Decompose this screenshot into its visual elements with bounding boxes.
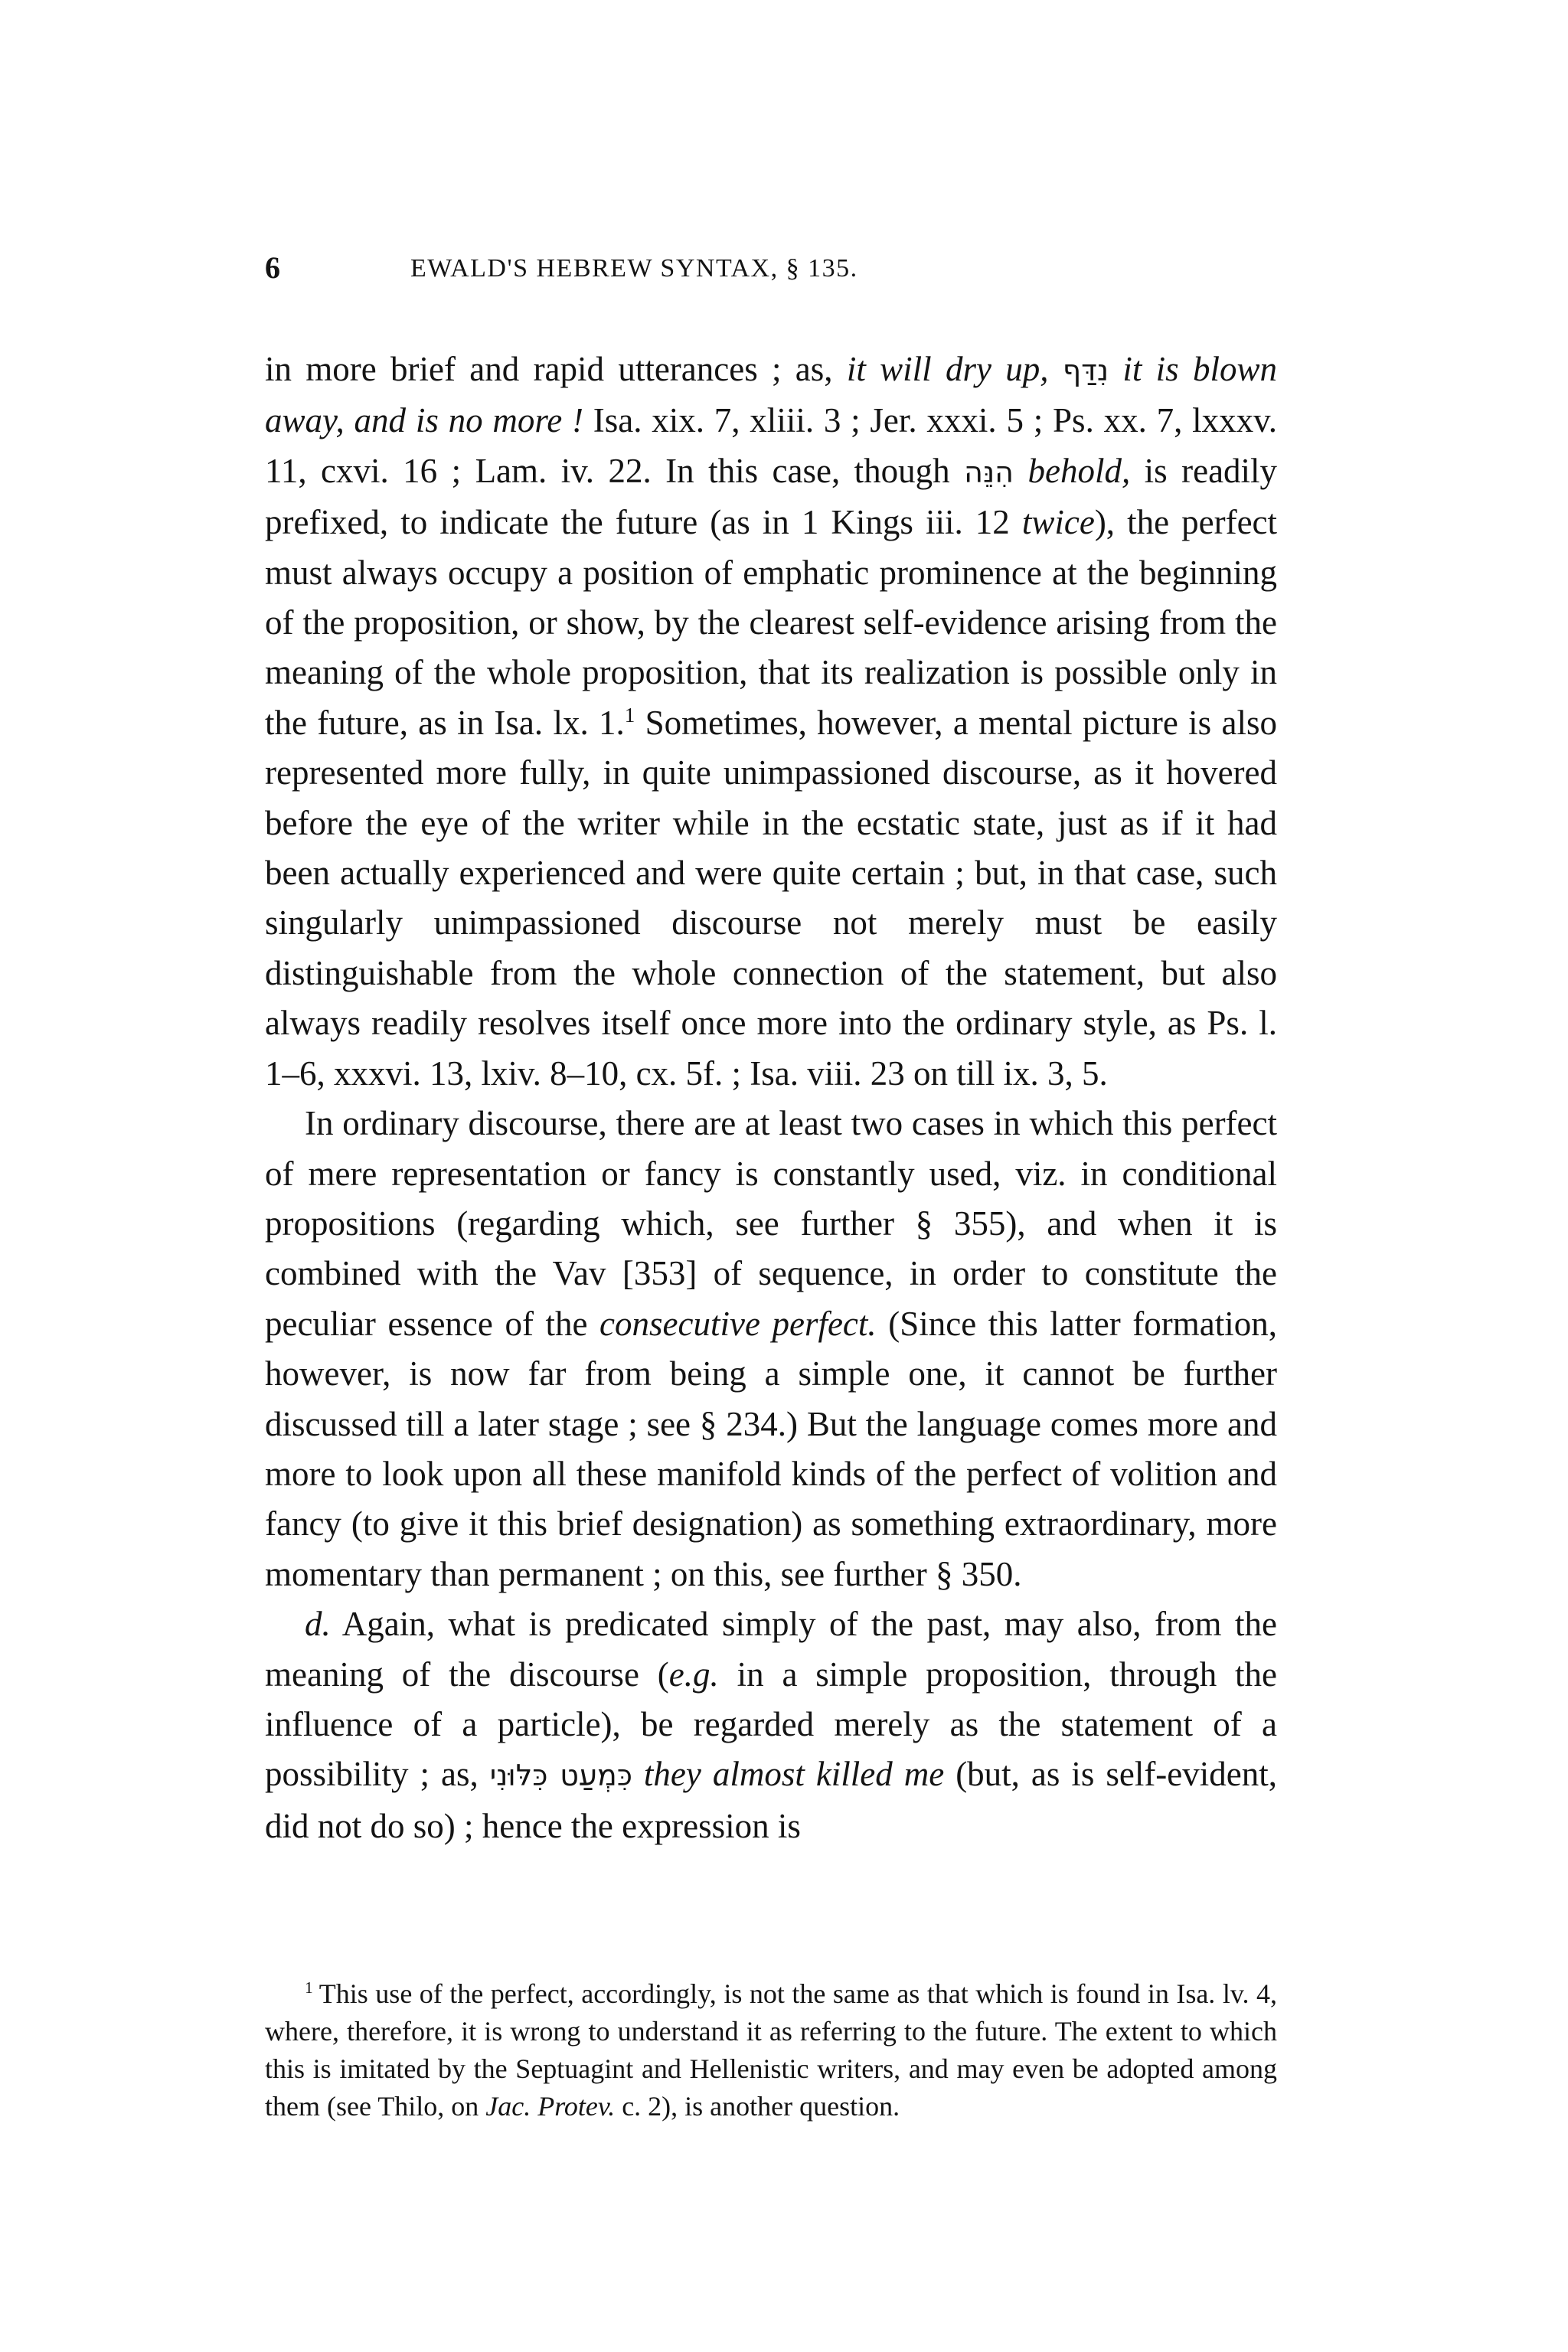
italic-run: it is blown away, and is no more ! (265, 350, 1278, 440)
text-run: is readily prefixed, to indicate the future (as in 1 Kings iii. 12 (265, 451, 1278, 542)
text-run: in more brief and rapid utterances ; as, (265, 350, 833, 388)
text-run: Isa. xix. 7, xliii. 3 ; Jer. xxxi. 5 ; Ps. xx. 7, lxxxv. 11, cxvi. 16 ; Lam. iv. 22. In this case, though (265, 401, 1277, 490)
main-text (265, 345, 1277, 1851)
footnote-1 (265, 1975, 1277, 2125)
paragraph-2 (265, 1099, 1277, 1599)
text-run: ), the perfect must always occupy a position of emphatic prominence at the beginning of the proposition, or show, by the clearest self-evidence arising from the meaning of the whole proposition, that its realization is possible only in the future, as in Isa. lx. 1. (265, 503, 1278, 742)
italic-run: they almost killed me (643, 1755, 945, 1794)
text-run: This use of the perfect, accordingly, is not the same as that which is found in Isa. lv. 4, where, therefore, it is wrong to understand it as referring to the future. The extent to which this is imitated by the Septuagint and Hellenistic writers, and may even be adopted among them (see Thilo, on (265, 1978, 1277, 2122)
running-header (265, 250, 1276, 296)
italic-run: it will dry up, (846, 350, 1049, 388)
text-run: c. 2), is another question. (622, 2091, 900, 2122)
section-letter: d. (305, 1605, 331, 1644)
footnote-mark: 1 (305, 1978, 313, 1997)
page-number: 6 (265, 250, 281, 285)
italic-run: e.g. (668, 1655, 719, 1694)
hebrew-word: כִּמְעַט כִּלּוּנִי (489, 1759, 632, 1793)
italic-run: Jac. Protev. (485, 2091, 616, 2122)
text-run: Again, what is predicated simply of the past, may also, from the meaning of the discourse ( (265, 1605, 1277, 1694)
paragraph-1 (265, 345, 1277, 1099)
text-run: In ordinary discourse, there are at least two cases in which this perfect of mere representation or fancy is constantly used, viz. in conditional propositions (regarding which, see further § 355), and when it is combined with the Vav [353] of sequence, in order to constitute the peculiar essence of the (265, 1104, 1277, 1343)
italic-run: twice (1021, 503, 1095, 542)
text-run: Sometimes, however, a mental picture is also represented more fully, in quite unimpassioned discourse, as it hovered before the eye of the writer while in the ecstatic state, just as if it had been actually experienced and were quite certain ; but, in that case, such singularly unimpassioned discourse not merely must be easily distinguishable from the whole connection of the statement, but also always readily resolves itself once more into the ordinary style, as Ps. l. 1–6, xxxvi. 13, lxiv. 8–10, cx. 5f. ; Isa. viii. 23 on till ix. 3, 5. (265, 703, 1277, 1093)
italic-run: consecutive perfect. (599, 1304, 877, 1343)
footnotes (265, 1975, 1277, 2125)
running-title: EWALD'S HEBREW SYNTAX, § 135. (410, 254, 858, 283)
text-run: in a simple proposition, through the influence of a particle), be regarded merely as the statement of a possibility ; as, (265, 1655, 1278, 1794)
footnote-reference: 1 (624, 703, 635, 727)
hebrew-word: הִנֵּה (964, 455, 1014, 489)
text-run: (but, as is self-evident, did not do so) ; hence the expression is (265, 1755, 1277, 1845)
hebrew-word: נִדַּף (1062, 354, 1109, 387)
text-run: (Since this latter formation, however, is now far from being a simple one, it cannot be further discussed till a later stage ; see § 234.) But the language comes more and more to look upon all these manifold kinds of the perfect of volition and fancy (to give it this brief designation) as something extraordinary, more momentary than permanent ; on this, see further § 350. (265, 1304, 1278, 1593)
paragraph-3 (265, 1599, 1277, 1851)
italic-run: behold, (1027, 451, 1131, 490)
